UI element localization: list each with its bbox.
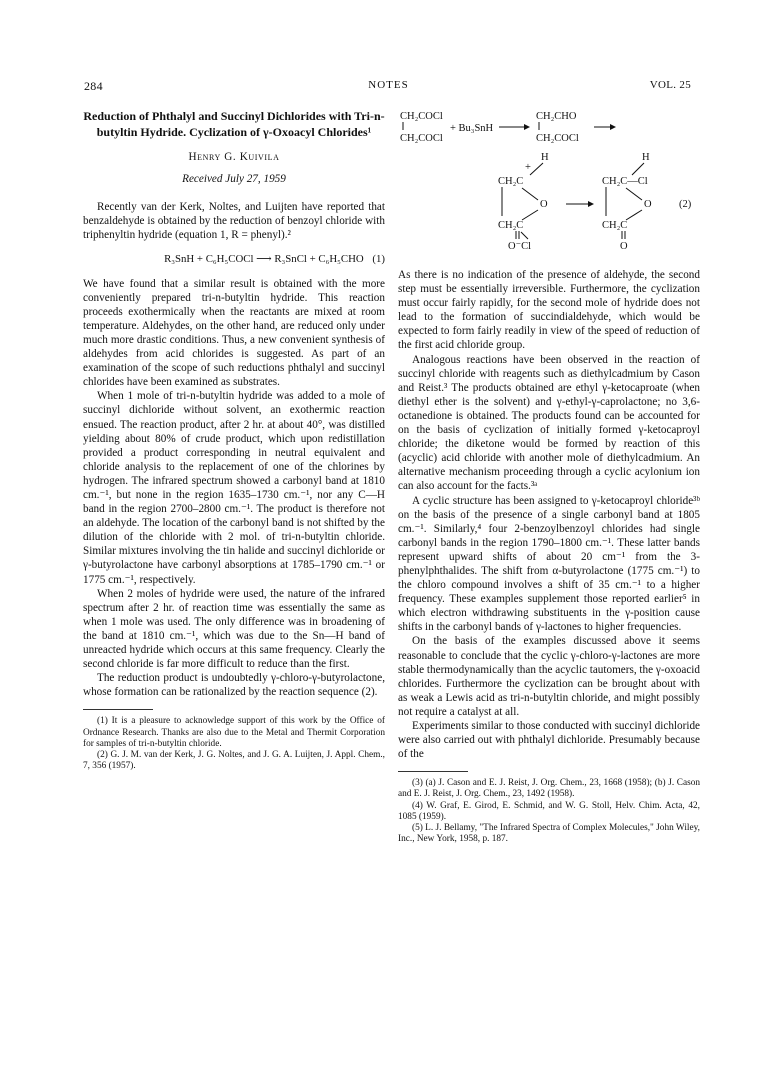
reactant-bottom: CH₂COCl bbox=[400, 133, 443, 144]
page-number: 284 bbox=[84, 79, 103, 93]
reaction-scheme-drawing bbox=[398, 108, 700, 258]
volume-label: VOL. 25 bbox=[649, 79, 691, 91]
paragraph: When 2 moles of hydride were used, the nature of the infrared spectrum after 2 hr. of reaction time was essentially the same as when 1 mole was used. The only difference was in broadening of the band at 1810 cm.⁻¹, which was due to the Sn—H band of unreacted hydride which occurs at this same frequency. Clearly the second chloride is far more difficult to reduce than the first. bbox=[83, 587, 385, 671]
hydrogen-right: H bbox=[642, 152, 650, 163]
reagent-label: + Bu₃SnH bbox=[450, 123, 494, 134]
carbon-left-top: CH₂C bbox=[498, 176, 524, 187]
paragraph: Analogous reactions have been observed in the reaction of succinyl chloride with reagents such as diethylcadmium by Cason and Reist.³ The products obtained are ethyl γ-ketocaproate (when diethyl ether is the solvent) and γ-ethyl-γ-caprolactone; no 3,6-octanedione is obtained. The products found can be accounted for on the basis of cyclization of initially formed γ-ketocaproyl chloride; the diketone would be formed by reaction of this (acyclic) acid chloride with another mole of diethylcadmium. An alternative mechanism proceeding through a cyclic acylonium ion can also account for the facts.³ᵃ bbox=[398, 353, 700, 493]
bond-line bbox=[522, 188, 538, 200]
arrow-head bbox=[588, 201, 594, 207]
footnote-1: (1) It is a pleasure to acknowledge support of this work by the Office of Ordnance Research. Thanks are also due to the Metal and Thermit Corporation for samples of tri-n-butyltin chloride. bbox=[83, 716, 385, 749]
paragraph: When 1 mole of tri-n-butyltin hydride was added to a mole of succinyl dichloride without solvent, an exothermic reaction ensued. The reaction product, after 2 hr. at about 40°, was distilled yielding about 80% of crude product, which upon redistillation provided a product corresponding in neutral equivalent and chloride analysis to the replacement of one of the chlorines by hydrogen. The infrared spectrum showed a carbonyl band at 1810 cm.⁻¹, but none in the region 1635–1730 cm.⁻¹, nor any C—H band in the region 2700–2800 cm.⁻¹. The product is therefore not an aldehyde. The location of the carbonyl band is not shifted by the dilution of the chloride with 2 mol. of tri-n-butyltin chloride. Similar mixtures involving the tin halide and succinyl dichloride or γ-butyrolactone have carbonyl absorptions at 1785–1790 cm.⁻¹ or 1775 cm.⁻¹, respectively. bbox=[83, 390, 385, 586]
bond-line bbox=[632, 163, 644, 175]
oxide-chloride-ion: O⁻Cl bbox=[508, 241, 532, 252]
footnote-4: (4) W. Graf, E. Girod, E. Schmid, and W. G. Stoll, Helv. Chim. Acta, 42, 1085 (1959). bbox=[398, 800, 700, 822]
paragraph: On the basis of the examples discussed above it seems reasonable to conclude that the cyclic γ-chloro-γ-lactones are more stable thermodynamically than the acyclic tautomers, the γ-oxoacid chlorides. Furthermore the cyclization can be brought about with as weak a Lewis acid as tri-n-butyltin chloride, and might possibly not require a catalyst at all. bbox=[398, 635, 700, 718]
footnote-3: (3) (a) J. Cason and E. J. Reist, J. Org. Chem., 23, 1668 (1958); (b) J. Cason and E. J. Reist, J. Org. Chem., 23, 1492 (1958). bbox=[398, 778, 700, 800]
product-bottom: CH₂COCl bbox=[536, 133, 579, 144]
footnote-divider bbox=[398, 771, 468, 772]
product-top: CH₂CHO bbox=[536, 111, 577, 122]
paragraph: As there is no indication of the presence of aldehyde, the second step must be essentially irreversible. Furthermore, the cyclization must occur fairly rapidly, for the second mole of hydride does not lead to the formation of succindialdehyde, which would be expected to form fairly readily in view of the speed of reduction of the first acid chloride group. bbox=[398, 269, 700, 352]
carbonyl-oxygen: O bbox=[620, 241, 628, 252]
equation-1-text: R₃SnH + C₆H₅COCl ⟶ R₃SnCl + C₆H₅CHO bbox=[164, 253, 364, 266]
paragraph: We have found that a similar result is obtained with the more conveniently prepared tri-n-butyltin hydride. This reaction proceeds exothermically when the reactants are mixed at room temperature. Aldehydes, on the other hand, are reduced only under much more drastic conditions. Thus, a new convenient synthesis of aldehydes from acid chlorides is suggested. As part of an examination of the scope of such reductions phthalyl and succinyl chlorides have been examined as substrates. bbox=[83, 277, 385, 389]
paragraph: The reduction product is undoubtedly γ-chloro-γ-butyrolactone, whose formation can be rationalized by the reaction sequence (2). bbox=[83, 672, 385, 699]
bond-line bbox=[521, 232, 528, 239]
footnote-5: (5) L. J. Bellamy, "The Infrared Spectra of Complex Molecules," John Wiley, Inc., New York, 1958, p. 187. bbox=[398, 823, 700, 845]
right-column bbox=[398, 108, 700, 846]
bond-line bbox=[626, 210, 642, 220]
footnote-2: (2) G. J. M. van der Kerk, J. G. Noltes, and J. G. A. Luijten, J. Appl. Chem., 7, 356 (1957). bbox=[83, 749, 385, 772]
equation-1 bbox=[83, 252, 385, 266]
equation-1-number: (1) bbox=[372, 253, 385, 266]
equation-2-number: (2) bbox=[679, 199, 692, 210]
oxygen-left: O bbox=[540, 199, 548, 210]
carbon-right-top: CH₂C—Cl bbox=[602, 176, 648, 187]
carbon-left-bottom: CH₂C bbox=[498, 220, 524, 231]
reactant-top: CH₂COCl bbox=[400, 111, 443, 122]
plus-charge: + bbox=[525, 162, 531, 173]
running-title: NOTES bbox=[368, 79, 409, 91]
paragraph: A cyclic structure has been assigned to γ-ketocaproyl chloride³ᵇ on the basis of the presence of a single carbonyl band at 1805 cm.⁻¹. Similarly,⁴ four 2-benzoylbenzoyl chlorides had single carbonyl bands in the region 1790–1800 cm.⁻¹. These latter bands represent upward shifts of about 20 cm⁻¹ from the 3-phenylphthalides. The shift from α-butyrolactone (1775 cm.⁻¹) to the chloro compound involves a shift of 35 cm.⁻¹ to a higher frequency. These examples supplement those reported earlier⁵ in which electron withdrawing substituents in the γ-position cause shifts in the carbonyl bands of γ-lactones to higher frequencies. bbox=[398, 494, 700, 634]
oxygen-right: O bbox=[644, 199, 652, 210]
bond-line bbox=[530, 163, 543, 175]
arrow-head bbox=[524, 124, 530, 130]
received-date: Received July 27, 1959 bbox=[182, 173, 286, 186]
article-author: Henry G. Kuivila bbox=[188, 151, 280, 163]
paragraph: Experiments similar to those conducted with succinyl dichloride were also carried out with phthalyl dichloride. Presumably because of the bbox=[398, 720, 701, 761]
article-title: Reduction of Phthalyl and Succinyl Dichlorides with Tri-n-butyltin Hydride. Cyclization of γ-Oxoacyl Chlorides¹ bbox=[83, 109, 385, 139]
carbon-right-bottom: CH₂C bbox=[602, 220, 628, 231]
left-column bbox=[83, 108, 385, 772]
bond-line bbox=[522, 210, 538, 220]
paragraph: Recently van der Kerk, Noltes, and Luijten have reported that benzaldehyde is obtained by the reduction of benzoyl chloride with triphenyltin hydride (equation 1, R = phenyl).² bbox=[83, 201, 385, 242]
hydrogen-left: H bbox=[541, 152, 549, 163]
reaction-scheme bbox=[398, 108, 700, 258]
bond-line bbox=[626, 188, 642, 200]
arrow-head bbox=[610, 124, 616, 130]
footnote-divider bbox=[83, 709, 153, 710]
